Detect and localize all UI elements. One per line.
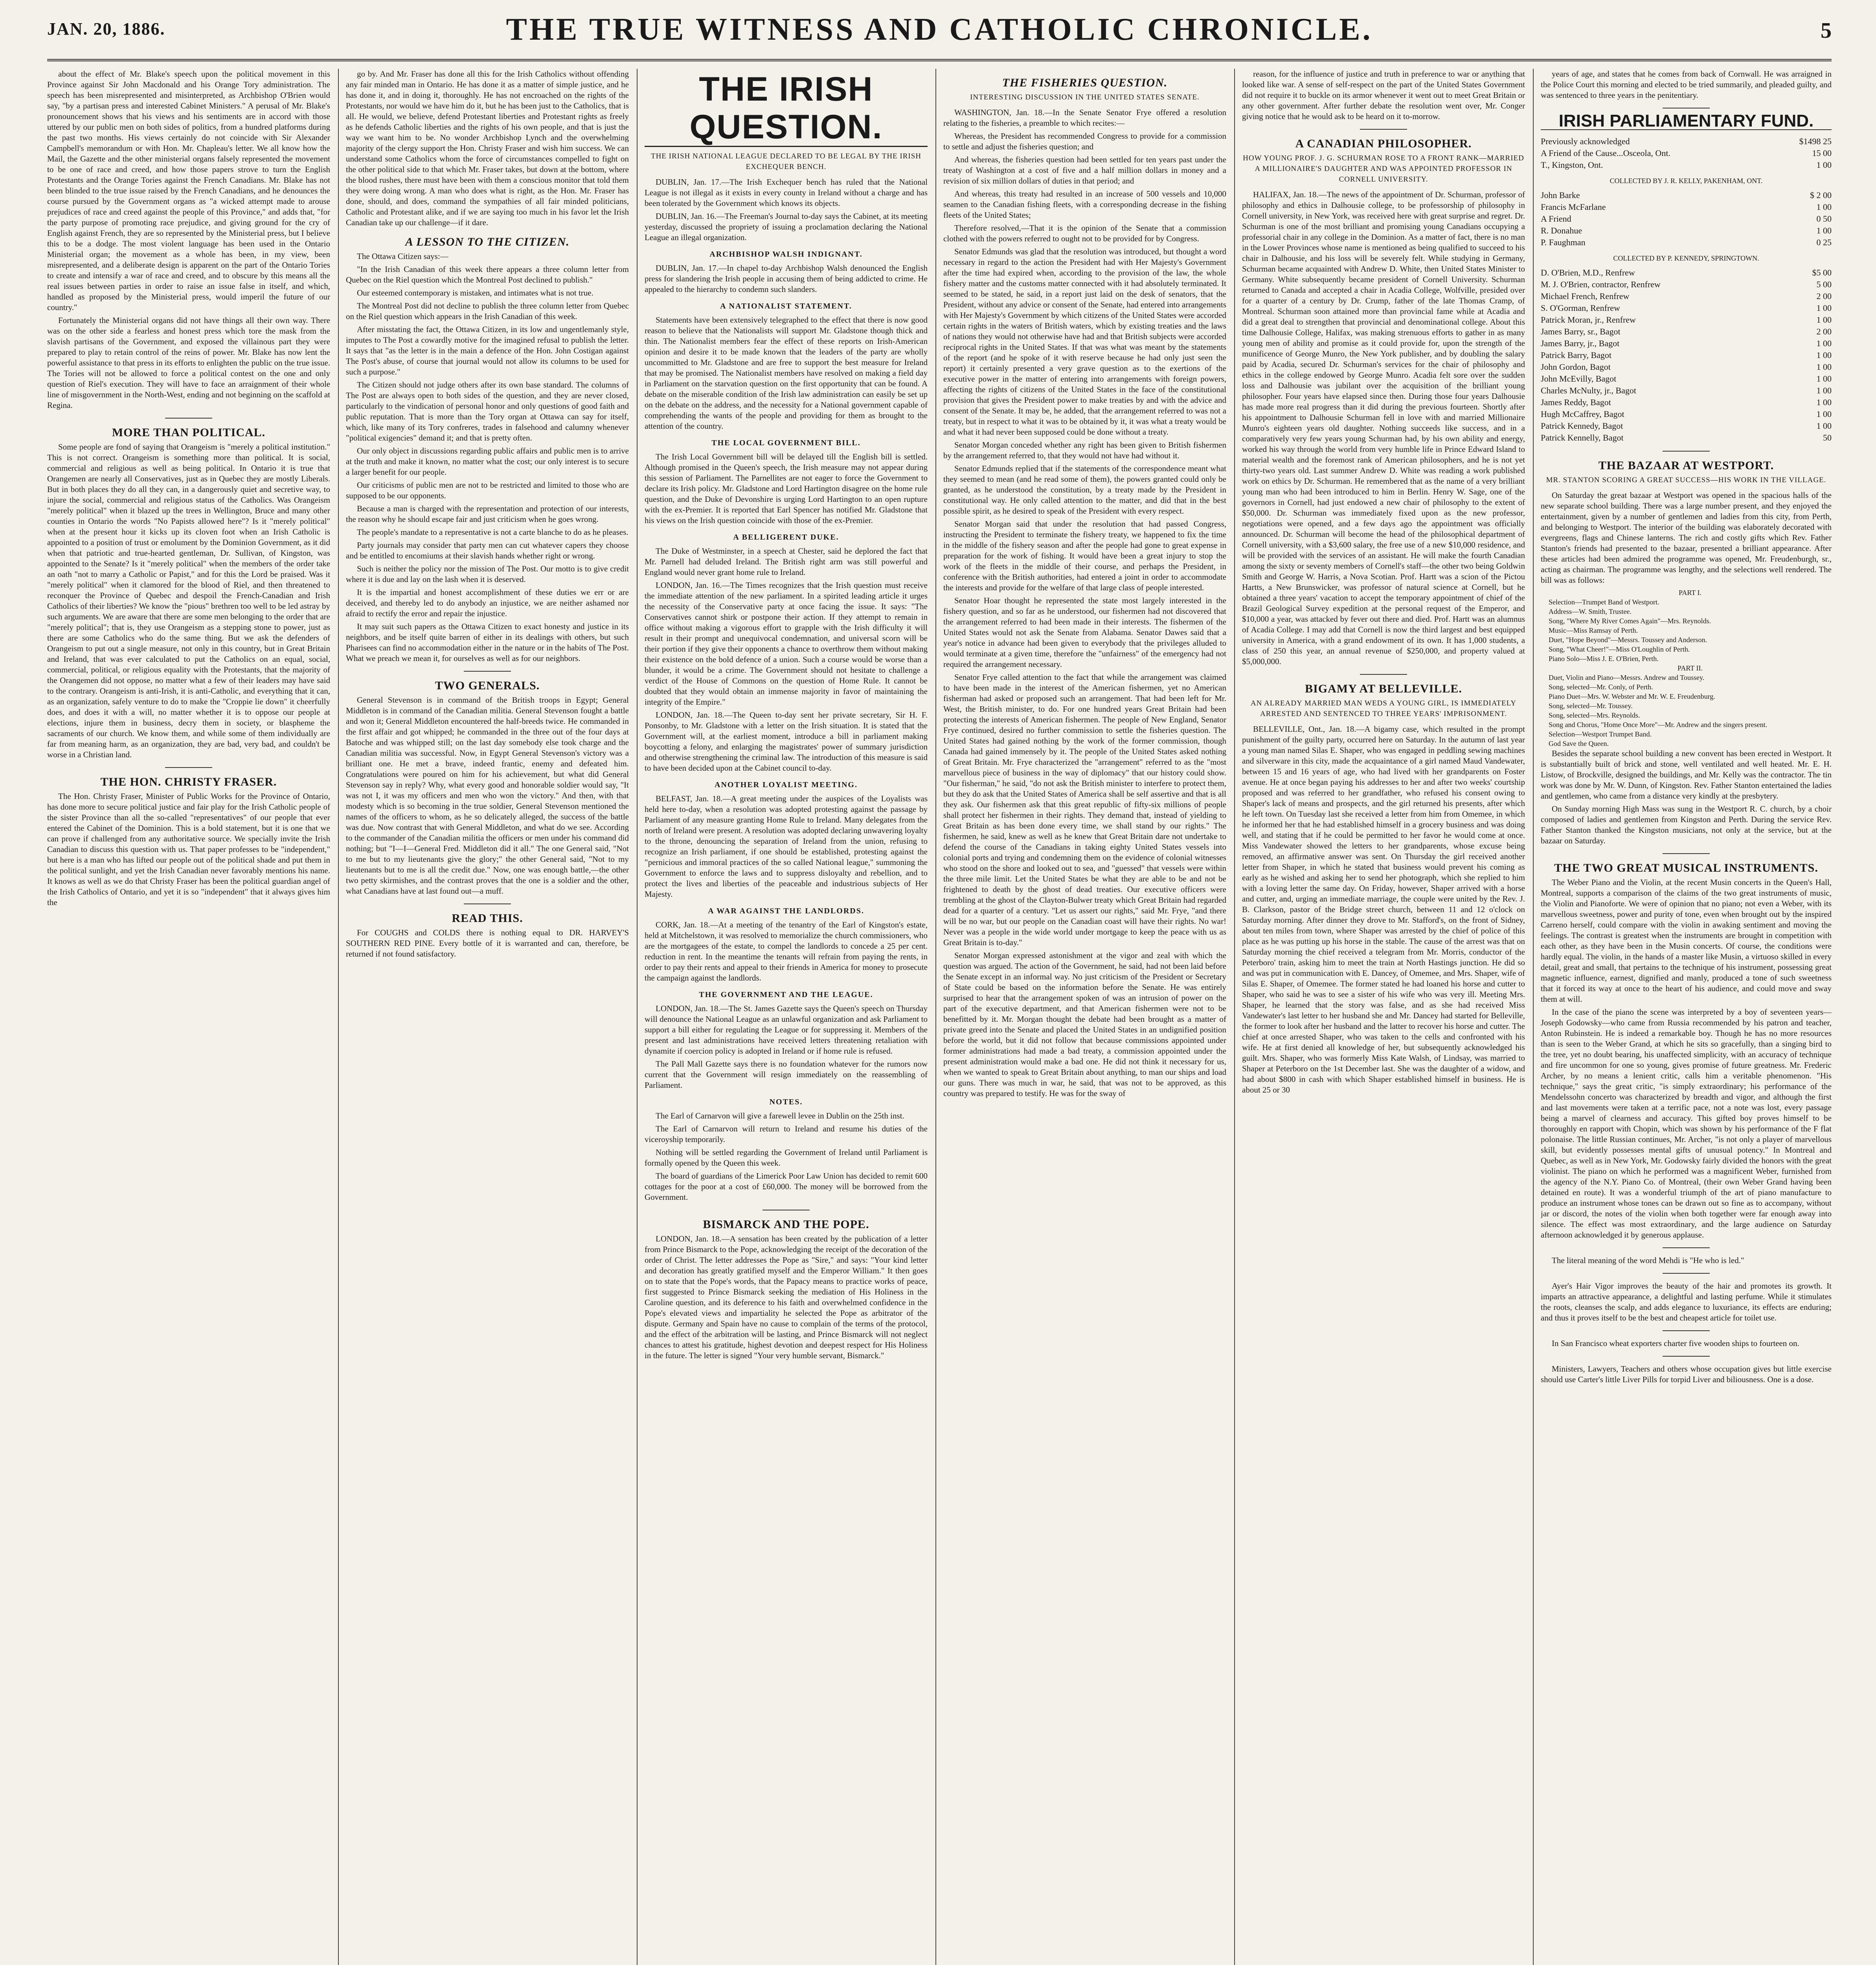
divider	[464, 671, 511, 672]
column-rule	[1234, 69, 1235, 1965]
section-heading: ANOTHER LOYALIST MEETING.	[715, 780, 858, 789]
divider	[165, 767, 212, 768]
paragraph: reason, for the influence of justice and truth in preference to war or anything that looked like war. A sense of self-respect on the part of the United States Government did not require it to buckle on its armor whenever it went out to meet Great Britain or any other government. After further debate the resolution went over, Mr. Conger giving notice that he would ask to be heard on it to-morrow.	[1242, 69, 1525, 121]
article-headline: THE HON. CHRISTY FRASER.	[100, 775, 277, 788]
fund-row: James Barry, jr., Bagot 1 00	[1541, 338, 1832, 348]
column-rule	[637, 69, 638, 1965]
program-item: Song, selected—Mr. Toussey.	[1549, 702, 1633, 710]
article-headline: MORE THAN POLITICAL.	[112, 426, 266, 439]
fund-subheading: COLLECTED BY J. R. KELLY, PAKENHAM, ONT.	[1610, 177, 1763, 185]
fund-row: S. O'Gorman, Renfrew 1 00	[1541, 303, 1832, 313]
fund-row: Previously acknowledged $1498 25	[1541, 136, 1832, 146]
paragraph: On Saturday the great bazaar at Westport was opened in the spacious halls of the new separate school building. There was a large number present, and they enjoyed the entertainment, given by a number of gentlemen and ladies from this city, from Perth, and belonging to Westport. The interior of the building was elaborately decorated with evergreens, flags and Chinese lanterns. The rich and costly gifts which Rev. Father Stanton's friends had presented to the bazaar, presented a brilliant appearance. After these articles had been admired the programme was opened, Mr. Freudenburgh, sr., acting as chairman. The programme was lengthy, and the selections well rendered. The bill was as follows:	[1541, 490, 1832, 585]
paragraph: LONDON, Jan. 16.—The Times recognizes that the Irish question must receive the immediate attention of the new parliament. In a spirited leading article it urges the necessity of the Conservative party at once facing the issue. It says: "The Conservatives cannot shirk or postpone their action. If they attempt to remain in office without making a vigorous effort to grapple with the Irish difficulty it will result in their prompt and unequivocal condemnation, and universal scorn will be their portion if they give their opponents a chance to overthrow them without making their existence on the bold defence of a union. Such a course would be worse than a blunder, it would be a crime. The Government should not hesitate to challenge a verdict of the House of Commons on the question of Home Rule. It cannot be doubted that they would obtain an immense majority in favor of maintaining the integrity of the Empire."	[645, 580, 928, 707]
paragraph: Senator Morgan said that under the resolution that had passed Congress, instructing the President to terminate the fishery treaty, we happened to fix the time in the middle of the fishery season and after the people had gone to great expense in preparation for the work of fishing. It would have been a great injury to stop the work of the fleets in the middle of their course, and perhaps the President, in conference with the British authorities, had entered a joint in order to accommodate the interests and provide for the welfare of that large class of people interested.	[943, 519, 1226, 592]
fund-row: A Friend 0 50	[1541, 214, 1832, 224]
paragraph: The Citizen should not judge others after its own base standard. The columns of The Post are always open to both sides of the question, and they are never closed, particularly to the vindication of personal honor and only questions of good faith and public reputation. That is more than the Tory organ at Ottawa can say for itself, which, like many of its Tory confreres, trades in falsehood and calumny whenever "political exigencies" demand it; and that is pretty often.	[346, 380, 629, 443]
paragraph: Some people are fond of saying that Orangeism is "merely a political institution." This is not correct. Orangeism is something more than political. It is social, commercial and religious as well as being political. In Ontario it is true that Orangemen are nearly all Conservatives, just as in Quebec they are mostly Liberals. But in both places they do all they can, in a dangerously quiet and secretive way, to injure the social, commercial and religious status of the Catholics. Was Orangeism "merely political" when it blazed up the trees in Wellington, Bruce and many other counties in Ontario the words "No Papists allowed here"? Is it "merely political" when at the present hour it kicks up its cloven foot when an Irish Catholic is appointed to a position of trust or emolument by the Dominion Government, as it did when that patriotic and true-hearted gentleman, Dr. Sullivan, of Kingston, was appointed to the Senate? Is it "merely political" when the members of the order take an oath "not to marry a Catholic or Papist," and for this the Lord be praised. Was it "merely political" when it clamored for the blood of Riel, and then threatened to reconquer the Province of Quebec and despoil the French-Canadian and Irish Catholics of their liberties? We know the "pious" brethren too well to be led astray by such arguments. We are aware that there are some men belonging to the order that are "merely political"; that is, they use Orangeism as a stepping stone to power, just as there are some Catholics who do the same thing. But we ask the defenders of Orangeism to put out a single measure, not only in this country, but in Great Britain and Ireland, that was ever calculated to put the Catholics on an equal, social, commercial, political, or religious equality with the Protestants, that the majority of the Orangemen did not oppose, no matter what a few of their leaders may have said to the contrary. Orangeism is anti-Irish, it is anti-Catholic, and everything that it can, as an organization, safely venture to do to make the "Croppie lie down" it cheerfully does, and does it with a will, no matter whether it is to oppose our people at elections, injure them in business, decry them in society, or blaspheme the sacraments of our church. We know them, and while some of them individually are far from meaning harm, as an organization, they are bad, very bad, and couldn't be worse in a Christian land.	[47, 442, 330, 759]
paragraph: Nothing will be settled regarding the Government of Ireland until Parliament is formally opened by the Queen this week.	[645, 1148, 928, 1168]
paragraph: DUBLIN, Jan. 16.—The Freeman's Journal to-day says the Cabinet, at its meeting yesterday, discussed the propriety of issuing a proclamation declaring the National League an illegal organization.	[645, 211, 928, 242]
column-2	[346, 69, 629, 1965]
paragraph: LONDON, Jan. 18.—The Queen to-day sent her private secretary, Sir H. F. Ponsonby, to Mr. Gladstone with a letter on the Irish situation. It is stated that the Government will, at the earliest moment, introduce a bill in parliament making boycotting a felony, and enlarging the magistrates' power of summary jurisdiction and otherwise strengthening the criminal law. The introduction of this measure is said to have been decided upon at the Cabinet council to-day.	[645, 710, 928, 773]
fund-list	[1541, 136, 1832, 444]
paragraph: Senator Morgan conceded whether any right has been given to British fishermen by the arrangement referred to, that they would not have had without it.	[943, 440, 1226, 460]
section-heading: ARCHBISHOP WALSH INDIGNANT.	[709, 250, 863, 259]
program-item: Song and Chorus, "Home Once More"—Mr. Andrew and the singers present.	[1549, 721, 1768, 729]
snippet: In San Francisco wheat exporters charter five wooden ships to fourteen on.	[1552, 1339, 1799, 1348]
program-item: Selection—Westport Trumpet Band.	[1549, 730, 1652, 738]
section-heading: A WAR AGAINST THE LANDLORDS.	[708, 907, 864, 915]
fund-row: Hugh McCaffrey, Bagot 1 00	[1541, 409, 1832, 419]
article-headline: TWO GENERALS.	[435, 679, 540, 692]
paragraph: Because a man is charged with the representation and protection of our interests, the reason why he should escape fair and just criticism when he goes wrong.	[346, 504, 629, 524]
paragraph: Our esteemed contemporary is mistaken, and intimates what is not true.	[357, 288, 593, 298]
paragraph: The board of guardians of the Limerick Poor Law Union has decided to remit 600 cottages for the poor at a cost of £60,000. The money will be borrowed from the Government.	[645, 1171, 928, 1202]
divider	[1663, 451, 1710, 452]
issue-date: JAN. 20, 1886.	[47, 19, 165, 39]
paragraph: After misstating the fact, the Ottawa Citizen, in its low and ungentlemanly style, imputes to The Post a cowardly motive for the imagined refusal to publish the letter. It says that "as the letter is in the main a defence of the Hon. John Costigan against The Post's abuse, of course that journal would not allow its columns to be used for such a purpose."	[346, 325, 629, 376]
paragraph: "In the Irish Canadian of this week there appears a three column letter from Quebec on the Riel question which the Montreal Post declined to publish."	[346, 264, 629, 285]
paragraph: The Weber Piano and the Violin, at the recent Musin concerts in the Queen's Hall, Montreal, supports a comparison of the claims of the two great instruments of music, the Violin and Pianoforte. We were of opinion that no piano; not even a Weber, with its marvellous sweetness, power and purity of tone, even when brought out by the inspired Carreno herself, could compare with the violin in awaking sentiment and moving the feelings. The contrast is greatest when the instruments are brought in competition with each other, as they have been in the Musin concerts. Of course, the conditions were hardly equal. The violin, in the hands of a master like Musin, a virtuoso skilled in every detail, great and small, that pertains to the technique of his instrument, possessing great magnetic influence, earnest, dignified and manly, produced a tone of such sweetness that it forced its way at once to the heart of his audience, and could move and sway them at will.	[1541, 878, 1832, 1004]
paragraph: about the effect of Mr. Blake's speech upon the political movement in this Province against Sir John Macdonald and his Orange Tory administration. The speech has been misrepresented and misinterpreted, as Archbishop O'Brien would say, "by a partisan press and interested Cabinet Ministers." A perusal of Mr. Blake's pronouncement shows that his views and his sentiments are in accord with those uttered by our public men on both sides of politics, from a hundred platforms during the past two months. His views certainly do not coincide with Sir Alexander Campbell's memorandum or with Hon. Mr. Chapleau's letter. We all know how the Mail, the Gazette and the other ministerial organs falsely represented the movement to be one of race and creed, and how those papers strove to turn the English Protestants and the Orange Tories against the French Canadians. Mr. Blake has not been blinded to the true issue raised by the French Canadians, and he denounces the course pursued by the Government organs as "a wicked attempt made to arouse prejudices of race and creed against the people of this Province," and adds that, "for the party purpose of promoting race prejudice, and giving ground for the cry of English against French, they are so represented by the Ministerial press, but I believe this to be a dodge. The most violent language has been used in the Ontario Ministerial organ; the movement as a whole has been, in my view, been misrepresented, and a deliberate design is apparent on the part of the Ontario Tories to create and intensify a war of race and creed, and to obscure by this means all the real issues between parties in order to raise an issue false in itself, and which, handled as proposed by the Ministerial press, would imperil the future of our country."	[47, 69, 330, 312]
fund-row: P. Faughman 0 25	[1541, 237, 1832, 247]
paragraph: General Stevenson is in command of the British troops in Egypt; General Middleton is in command of the Canadian militia. General Stevenson fought a battle and won it; General Middleton encountered the half-breeds twice. He commanded in the first affair and got whipped; he commanded in the three out of the four days at Batoche and was whipped still; on the last day somebody else took charge and the Canadian militia was successful. Now, in Egypt General Stevenson's victory was a brilliant one. He met a brave, indeed frantic, enemy and defeated him. Congratulations were poured on him for his achievement, but what did General Stevenson say in reply? Why, what every good and honorable soldier would say, "It was not I, it was my officers and men who won the victory." And then, with that modesty which is so becoming in the true soldier, General Stevenson mentioned the names of the officers to whom, as he so delicately alleged, the success of the battle was due. Now contrast that with General Middleton, and what do we see. According to the commander of the Canadian militia the officers or men under his command did nothing; but "I—I—General Fred. Middleton did it all." The one General said, "Not to me but to my lieutenants give the glory;" the other General said, "Not to my lieutenants but to me is all the credit due." Now, one was enough battle,—the other two petty skirmishes, and the contrast proves that the one is a soldier and the other, what Canadians have at last found out—a muff.	[346, 695, 629, 896]
program-item: Duet, "Hope Beyond"—Messrs. Toussey and Anderson.	[1549, 636, 1707, 644]
article-deck: AN ALREADY MARRIED MAN WEDS A YOUNG GIRL, IS IMMEDIATELY ARRESTED AND SENTENCED TO THREE YEARS' IMPRISONMENT.	[1250, 699, 1517, 718]
column-rule	[338, 69, 339, 1965]
paragraph: The people's mandate to a representative is not a carte blanche to do as he pleases.	[357, 527, 628, 537]
section-heading: THE GOVERNMENT AND THE LEAGUE.	[699, 990, 873, 999]
paragraph: The Earl of Carnarvon will give a farewell levee in Dublin on the 25th inst.	[656, 1111, 904, 1120]
fund-row: A Friend of the Cause...Osceola, Ont. 15 00	[1541, 148, 1832, 158]
paragraph: Our only object in discussions regarding public affairs and public men is to arrive at the truth and make it known, no matter what the cost; our only interest is to secure a larger benefit for our people.	[346, 446, 629, 477]
paragraph: Statements have been extensively telegraphed to the effect that there is now good reason to believe that the Nationalists will support Mr. Gladstone though thick and thin. The Nationalist members fear the effect of these reports on Irish-American opinion and desire it to be made known that the leaders of the party are wholly uncommitted to Mr. Gladstone and are free to support the best measure for Ireland that may be promised. The Nationalist members have resolved on making a field day in Parliament on the starvation question on the first opportunity that can be found. A debate on the miserable condition of the Irish law administration can easily be set up on the debate on the address, and the necessity for a National government capable of comprehending the wants of the people and providing for them as brought to the attention of the country.	[645, 315, 928, 431]
divider	[1663, 1247, 1710, 1248]
program-item: Address—W. Smith, Trustee.	[1549, 608, 1632, 615]
program-item: PART II.	[1678, 664, 1703, 672]
program-item: Song, selected—Mrs. Reynolds.	[1549, 711, 1640, 719]
fund-row: James Barry, sr., Bagot 2 00	[1541, 327, 1832, 336]
fund-row: John Barke $ 2 00	[1541, 190, 1832, 200]
paragraph: Party journals may consider that party men can cut whatever capers they choose and be entitled to encomiums at their slavish hands whether right or wrong.	[346, 540, 629, 560]
fund-row: Patrick Barry, Bagot 1 00	[1541, 350, 1832, 360]
column-rule	[935, 69, 936, 1965]
main-headline: THE IRISH QUESTION.	[645, 70, 928, 147]
paragraph: LONDON, Jan. 18.—The St. James Gazette says the Queen's speech on Thursday will denounce the National League as an unlawful organization and ask Parliament to support a bill either for regulating the League or for suppressing it. Members of the present and last administrations have received letters threatening retaliation with dynamite if coercion policy is adopted in Ireland or if home rule is refused.	[645, 1004, 928, 1056]
paragraph: The Ottawa Citizen says:—	[357, 252, 448, 261]
newspaper-title: THE TRUE WITNESS AND CATHOLIC CHRONICLE.	[506, 12, 1373, 47]
program-item: God Save the Queen.	[1549, 740, 1609, 747]
paragraph: go by. And Mr. Fraser has done all this for the Irish Catholics without offending any fair minded man in Ontario. He has done it as a matter of simple justice, and he has done it, and in doing it, thoroughly. He has not encroached on the rights of the Protestants, nor would we have him do it, but he has been just to the Catholics, that is all. He would, we believe, defend Protestant liberties and Protestant rights as freely as he defends Catholic liberties and the rights of his own people, and that is just the way we want him to be. No wonder Archbishop Lynch and the overwhelming majority of the clergy support the Hon. Christy Fraser and wish him success. We can understand some Catholics whom the force of circumstances compelled to fight on the other political side to that which Mr. Fraser takes, but down at the bottom, where the blood rushes, there must have been with them a conscious monitor that told them they were doing wrong. A man who does what is right, as the Hon. Mr. Fraser has done, should, and does, command the sympathies of all fair minded politicians, Catholic and Protestant alike, and if we are saying too much in his favor let the Irish Canadian take up our challenge—if it dare.	[346, 69, 629, 227]
fund-row: Michael French, Renfrew 2 00	[1541, 291, 1832, 301]
section-heading: A BELLIGERENT DUKE.	[733, 533, 839, 542]
program-item: Song, "Where My River Comes Again"—Mrs. Reynolds.	[1549, 617, 1711, 625]
concert-program	[1541, 588, 1832, 748]
article-headline: BIGAMY AT BELLEVILLE.	[1305, 682, 1462, 695]
article-headline: A LESSON TO THE CITIZEN.	[405, 235, 570, 248]
fund-row: M. J. O'Brien, contractor, Renfrew 5 00	[1541, 279, 1832, 289]
column-4	[943, 69, 1226, 1965]
paragraph: BELFAST, Jan. 18.—A great meeting under the auspices of the Loyalists was held here to-day, when a resolution was adopted protesting against the passage by Parliament of any measure granting Home Rule to Ireland. Many delegates from the north of Ireland were present. A resolution was adopted declaring unwavering loyalty to the throne, denouncing the separation of Ireland from the union, refusing to recognize an Irish parliament, if one should be established, protesting against the "pernicious and immoral practices of the so called National league," summoning the Government to enforce the laws and to suppress disloyalty and rebellion, and to protect the lives and liberties of the peaceable and industrious subjects of Her Majesty.	[645, 794, 928, 899]
section-heading: THE LOCAL GOVERNMENT BILL.	[711, 439, 861, 447]
program-item: Selection—Trumpet Band of Westport.	[1549, 598, 1659, 606]
advert-text: For COUGHS and COLDS there is nothing equal to DR. HARVEY'S SOUTHERN RED PINE. Every bottle of it is warranted and can, therefore, be returned if not found satisfactory.	[346, 928, 629, 959]
article-deck: HOW YOUNG PROF. J. G. SCHURMAN ROSE TO A FRONT RANK—MARRIED A MILLIONAIRE'S DAUGHTER AND WAS APPOINTED PROFESSOR IN CORNELL UNIVERSITY.	[1243, 154, 1524, 184]
article-headline: A CANADIAN PHILOSOPHER.	[1295, 137, 1472, 150]
fund-row: Patrick Kennelly, Bagot 50	[1541, 433, 1832, 443]
fund-headline: IRISH PARLIAMENTARY FUND.	[1541, 116, 1832, 130]
paragraph: Senator Edmunds was glad that the resolution was introduced, but thought a word necessary in regard to the action the President had with Her Majesty's Government after the time had expired when, according to the provision of the law, the whole fishery matter and the customs matter connected with it had absolutely terminated. It seemed to be stated, he said, in a report just laid on the desk of senators, that the President, without any advice or consent of the Senate, had entered into arrangements with Her Majesty's Government by which citizens of the United States were accorded certain rights in the waters of British waters, which by existing treaties and the laws of nations they would not otherwise have had and that British subjects were accorded reciprocal rights in the United States. If that was what was meant by the statements of the report (and he spoke of it with reserve because he had only just seen the report) it certainly presented a very grave question as to the exertions of the executive power in the matter of entering into arrangements with foreign powers, affecting the rights of citizens of the United States in the face of the constitutional provision that gives the President power to make treaties by and with the advice and consent of the Senate. It may be, he added, that the arrangement referred to was not a treaty, but in respect to what it was to be obtained by it, it was what a treaty would be and what it had never been supposed could be done without a treaty.	[943, 247, 1226, 437]
article-headline: THE TWO GREAT MUSICAL INSTRUMENTS.	[1554, 861, 1818, 874]
paragraph: The Montreal Post did not decline to publish the three column letter from Quebec on the Riel question which appears in the Irish Canadian of this week.	[346, 301, 629, 321]
program-item: Song, selected—Mr. Conly, of Perth.	[1549, 683, 1653, 691]
paragraph: WASHINGTON, Jan. 18.—In the Senate Senator Frye offered a resolution relating to the fisheries, a preamble to which recites:—	[943, 108, 1226, 128]
page-number: 5	[1821, 18, 1832, 43]
paragraph: years of age, and states that he comes from back of Cornwall. He was arraigned in the Police Court this morning and elected to be tried summarily, and pleaded guilty, and was sentenced to three years in the penitentiary.	[1541, 69, 1832, 100]
column-6	[1541, 69, 1832, 1965]
paragraph: BELLEVILLE, Ont., Jan. 18.—A bigamy case, which resulted in the prompt punishment of the guilty party, occurred here on Saturday. In the autumn of last year a young man named Silas E. Shaper, who was engaged in peddling sewing machines and silverware in this city, made the acquaintance of a girl named Maud Vandewater, between 15 and 16 years of age, who had lived with her grandparents on Foster avenue. He at once began paying his addresses to her and after two weeks' courtship proposed and was referred to her grandfather, who refused his consent owing to Shaper's lack of means and prospects, and the girl returned his presents, after which he left town. On Tuesday last she received a letter from him from Omemee, in which he informed her that he had established himself in a grocery business and was doing well, and stating that if he could be permitted to her favor he would come at once. Miss Vandewater showed the letters to her grandparents, whose excuse being removed, an affirmative answer was sent. On Thursday the girl received another letter from Shaper, in which he stated that business would prevent his coming as early as he wished and asking her to send her photograph, which she replied to him with a loving letter the same day. On Friday, however, Shaper arrived with a horse and cutter, and, urging an immediate marriage, the couple were united by the Rev. J. B. Clarkson, pastor of the Bridge street church, between 11 and 12 o'clock on Saturday morning. After dinner they drove to Mr. Stafford's, on the front of Sidney, about ten miles from town, where Shaper was arrested by the chief of police of this place as he was putting up his horse in the stable. The cause of the arrest was that on Saturday morning the chief received a telegram from Mr. Morris, conductor of the Peterboro' train, asking him to meet the train at North Hastings junction. He did so and was put in communication with E. Dancey, of Omemee, and Mrs. Shaper, wife of Silas E. Shaper, of Omemee. The former stated he had loaned his horse and cutter to Shaper, who said he was to see a sister of his wife who was very ill. Meeting Mrs. Shaper, he learned that the story was false, and as she had received Miss Vandewater's last letter to her husband she and Mr. Dancey had started for Belleville, the former to look after her husband and the latter to recover his horse and cutter. The chief at once arrested Shaper, who was taken to the cells and confronted with his wife. He at first denied all knowledge of her, but subsequently acknowledged his guilt. Mrs. Shaper, who was formerly Miss Kate Walsh, of Lindsay, was married to Shaper at Peterboro on the 1st December last. She was the daughter of a widow, and had about $800 in cash with which Shaper established himself in business. He is about 25 or 30	[1242, 724, 1525, 1095]
paragraph: HALIFAX, Jan. 18.—The news of the appointment of Dr. Schurman, professor of philosophy and ethics in Dalhousie college, to be professorship of philosophy in Cornell university, in New York, was received here with great surprise and regret. Dr. Schurman is one of the most brilliant and promising young Canadians occupying a professorial chair in any college in the Dominion. As a matter of fact, there is no man in the Lower Provinces whose name is mentioned as being qualified to succeed to his chair in Dalhousie, and his loss will be severely felt. While studying in Germany, Schurman became acquainted with Andrew D. White, then United States Minister to Germany. White subsequently became president of Cornell University. Schurman returned to Canada and accepted a chair in Acadia College, Wolfville, presided over for a quarter of a century by Dr. Crump, father of the late Thomas Cramp, of Montreal. Schurman soon attained more than provincial fame while at Acadia and did a great deal to strengthen that provincial and denominational college. About this time Dalhousie College, Halifax, was making strenuous efforts to gather in as many young men of ability and promise as it could provide for, upon the strength of the munificence of George Munro, the New York publisher, and by doubling the salary paid by Acadia, secured Dr. Schurman's services for the chair of philosophy and ethics in the college endowed by George Munro. Acadia felt sore over the sudden loss and Dalhousie was jubilant over the acquisition of the brilliant young philosopher. Four years have elapsed since then. During those four years Dalhousie has made more real progress than it did during the previous fourteen. Shortly after his appointment to Dalhousie Schurman fell in love with and married Millionaire Munro's eighteen years old daughter. Nothing succeeds like success, and in a comparatively very few years young Schurman had, by his own ability and energy, worked his way through the world from very humble life in Prince Edward Island to material wealth and the foremost rank of American philosophers, and he is not yet thirty-two years old. Last summer Andrew D. White was reading a work published work on ethics by Dr. Schurman. He remembered that as the name of a very brilliant young man who had been introduced to him in Berlin. Henry W. Sage, one of the governors in Cornell, had just endowed a new chair of philosophy to the extent of $50,000. Dr. Schurman was immediately fixed upon as the new professor, negotiations were opened, and a few days ago the appointment was officially announced. Dr. Schurman will become the head of the philosophical department of Cornell university, with a $3,600 salary, the free use of a new $10,000 residence, and will be provided with the services of an assistant. He will make the fourth Canadian among the sixty or seventy members of Cornell's staff—the other two being Goldwin Smith and George W. Harris, a Nova Scotian. Prof. Hartt was a scion of the Pictou Hartts, a New Brunswicker, was professor of natural science at Cornell, but he obtained a three years' vacation to accept the temporary appointment of chief of the Brazil Geological Survey expedition at the personal request of the Emperor, and $10,000 a year, was attacked by fever out there and died. Prof. Hartt was an alumnus of Acadia College. I may add that Cornell is now the third largest and best equipped university in America, with a grand endowment of its own. It has 1,000 students, a class of 250 this year, an annual revenue of $250,000, and property valued at $5,000,000.	[1242, 190, 1525, 666]
program-item: Music—Miss Ramsay of Perth.	[1549, 626, 1638, 634]
paragraph: And whereas, the fisheries question had been settled for ten years past under the treaty of Washington at a cost of five and a half million dollars in money and a revision of six million dollars of duties in that period; and	[943, 155, 1226, 185]
advert-headline: READ THIS.	[452, 912, 523, 925]
column-5	[1242, 69, 1525, 1965]
paragraph: Senator Hoar thought he represented the state most largely interested in the fishery question, and so far as he understood, our fishermen had not discovered that the arrangement referred to had been made in their interests. The fishermen of the United States would not ask the Senate from Alabama. Senator Dawes said that a year's notice in advance had been given to everybody that the privileges alluded to would terminate at a given time, therefore the "unfairness" of the emergency had not required the arrangement necessary.	[943, 596, 1226, 669]
snippet: Ministers, Lawyers, Teachers and others whose occupation gives but little exercise should use Carter's little Liver Pills for torpid Liver and biliousness. One is a dose.	[1541, 1364, 1832, 1384]
fund-row: Patrick Kennedy, Bagot 1 00	[1541, 421, 1832, 431]
article-deck: INTERESTING DISCUSSION IN THE UNITED STATES SENATE.	[970, 93, 1200, 101]
paragraph: Senator Edmunds replied that if the statements of the correspondence meant what they seemed to mean (and he read some of them), the powers granted could only be granted, as he understood the constitution, by a treaty made by the President in constitutional way. He only called attention to the matter, and did that in the best possible spirit, as he desired to speak of the President with every respect.	[943, 464, 1226, 516]
article-deck: MR. STANTON SCORING A GREAT SUCCESS—HIS WORK IN THE VILLAGE.	[1546, 476, 1826, 484]
divider	[165, 418, 212, 419]
paragraph: Whereas, the President has recommended Congress to provide for a commission to settle and adjust the fisheries question; and	[943, 131, 1226, 151]
paragraph: Such is neither the policy nor the mission of The Post. Our motto is to give credit where it is due and lay on the lash when it is deserved.	[346, 564, 629, 584]
paragraph: Fortunately the Ministerial organs did not have things all their own way. There was on the other side a fearless and honest press which tore the mask from the slavish partisans of the Government, and exposed the villainous part they were prepared to play to retain control of the reins of power. Mr. Blake has now lent the powerful assistance to that press in its efforts to enlighten the public on the true issue. The Tories will not be allowed to force a political contest on the one and only question of Riel's execution. They will have to face an arraignment of their whole line of misgovernment in the North-West, ending and not beginning on the scaffold at Regina.	[47, 316, 330, 410]
paragraph: On Sunday morning High Mass was sung in the Westport R. C. church, by a choir composed of ladies and gentlemen from Kingston and Perth. During the service Rev. Father Stanton thanked the Kingston musicians, not only at the service, but at the bazaar on Saturday.	[1541, 804, 1832, 845]
paragraph: The Irish Local Government bill will be delayed till the English bill is settled. Although promised in the Queen's speech, the Irish measure may not appear during this session of Parliament. The Parnellites are not eager to force the Government to declare its Irish policy. Mr. Gladstone and Lord Hartington disagree on the home rule question, and the Duke of Devonshire is urging Lord Hartington to an open rupture with the ex-Premier. It is reported that Earl Spencer has notified Mr. Gladstone that his views on the Irish question coincide with those of the ex-Premier.	[645, 452, 928, 525]
article-headline: BISMARCK AND THE POPE.	[703, 1218, 869, 1231]
paragraph: And whereas, this treaty had resulted in an increase of 500 vessels and 10,000 seamen to the Canadian fishing fleets, with a corresponding decrease in the fishing fleets of the United States;	[943, 189, 1226, 220]
fund-row: Francis McFarlane 1 00	[1541, 202, 1832, 212]
paragraph: Senator Morgan expressed astonishment at the vigor and zeal with which the question was argued. The action of the Government, he said, had not been laid before the Senate except in an informal way. No just criticism of the President or Secretary of State could be based on the information before the Senate. He was entirely surprised to hear that the arrangement spoken of was an intrusion of power on the part of the executive department, and that American fishermen were not to be benefitted by it. Mr. Morgan thought the debate had been brought as a matter of private greed into the Senate and placed the United States in an undignified position before the world, but it did not follow that because commissions appointed under former administrations had made a bad treaty, a commission appointed under the present administration would make a bad one. He did not think it necessary for us, when we wanted to speak to Great Britain about anything, to man our ships and load our guns. There was much in war, he said, that was not to be approved, as this country was prepared to testify. He was for the sway of	[943, 951, 1226, 1098]
column-3	[645, 69, 928, 1965]
paragraph: Therefore resolved,—That it is the opinion of the Senate that a commission clothed with the powers referred to ought not to be provided for by Congress.	[943, 223, 1226, 243]
fund-row: James Reddy, Bagot 1 00	[1541, 397, 1832, 407]
paragraph: CORK, Jan. 18.—At a meeting of the tenantry of the Earl of Kingston's estate, held at Mitchelstown, it was resolved to memorialize the church commissioners, who are the mortgagees of the estate, to compel the landlords to concede a 25 per cent. reduction in rent. In the meantime the tenants will refrain from paying the rents, in order to pay their rents and appeal to their friends in America for money to prosecute the campaign against the landlords.	[645, 920, 928, 982]
fund-row: Patrick Moran, jr., Renfrew 1 00	[1541, 315, 1832, 325]
divider	[1663, 1273, 1710, 1274]
blake-article	[47, 69, 330, 411]
paragraph: The Hon. Christy Fraser, Minister of Public Works for the Province of Ontario, has done more to secure political justice and fair play for the Irish Catholic people of the sister Province than all the so-called "representatives" of our people that ever entered the Cabinet of the Dominion. This is a bold statement, but it is one that we can prove if challenged from any authoritative source. We specially invite the Irish Canadian to discuss this question with us. That paper professes to be "independent," but here is a man who has lifted our people out of the political shade and put them in the political sunlight, and yet the Irish Canadian never favorably mentions his name. It knows as well as we do that Christy Fraser has been the political guardian angel of the Irish Catholics of Ontario, and yet it is so "independent" that it always gives him the	[47, 792, 330, 907]
divider	[1663, 853, 1710, 854]
divider	[1360, 674, 1407, 675]
paragraph: The Pall Mall Gazette says there is no foundation whatever for the rumors now current that the Government will resign immediately on the reassembling of Parliament.	[645, 1059, 928, 1090]
fund-subheading: COLLECTED BY P. KENNEDY, SPRINGTOWN.	[1613, 254, 1759, 262]
program-item: Song, "What Cheer!"—Miss O'Loughlin of Perth.	[1549, 645, 1690, 653]
paragraph: DUBLIN, Jan. 17.—In chapel to-day Archbishop Walsh denounced the English press for slandering the Irish people in accusing them of being addicted to crime. He appealed to the hierarchy to condemn such slanders.	[645, 263, 928, 294]
paragraph: The Earl of Carnarvon will return to Ireland and resume his duties of the viceroyship temporarily.	[645, 1124, 928, 1144]
column-1	[47, 69, 330, 1965]
fund-row: John Gordon, Bagot 1 00	[1541, 362, 1832, 372]
paragraph: Besides the separate school building a new convent has been erected in Westport. It is substantially built of brick and stone, well ventilated and well heated. Mr. E. H. Listow, of Brockville, designed the buildings, and Mr. Kelly was the contractor. The tin work was done by Mr. W. Dunn, of Kingston. Rev. Father Stanton entertained the ladies and gentlemen, who came from a distance very kindly at the presbytery.	[1541, 749, 1832, 801]
fund-row: John McEvilly, Bagot 1 00	[1541, 374, 1832, 384]
article-headline: THE BAZAAR AT WESTPORT.	[1598, 459, 1774, 472]
program-item: PART I.	[1679, 589, 1701, 597]
fund-row: T., Kingston, Ont. 1 00	[1541, 160, 1832, 170]
fund-row: D. O'Brien, M.D., Renfrew $5 00	[1541, 268, 1832, 277]
program-item: Piano Solo—Miss J. E. O'Brien, Perth.	[1549, 655, 1659, 663]
divider	[1663, 1356, 1710, 1357]
paragraph: LONDON, Jan. 18.—A sensation has been created by the publication of a letter from Prince Bismarck to the Pope, acknowledging the receipt of the decoration of the order of Christ. The letter addresses the Pope as "Sire," and says: "Your kind letter and decoration has greatly gratified myself and the Emperor William." It then goes on to state that the Pope's words, that the Papacy means to practice works of peace, first suggested to Prince Bismarck seeking the mediation of His Holiness in the Caroline question, and its deference to his faith and overwhelmed confidence in the Pope's elevated views and impartiality he selected the Pope as arbitrator of the dispute. Germany and Spain have no cause to complain of the terms of the protocol, and the effect of the arbitration will be lasting, and Prince Bismarck will not neglect chances to attest his gratitude, highest devotion and deepest respect for His Holiness in the future. The letter is signed "Your very humble servant, Bismarck."	[645, 1234, 928, 1360]
divider	[1663, 1330, 1710, 1331]
column-rule	[1533, 69, 1534, 1965]
paragraph: Our criticisms of public men are not to be restricted and limited to those who are supposed to be our opponents.	[346, 480, 629, 500]
paragraph: DUBLIN, Jan. 17.—The Irish Exchequer bench has ruled that the National League is not illegal as it exists in every county in Ireland without a charge and has been tolerated by the Government which knows its objects.	[645, 177, 928, 208]
paragraph: The Duke of Westminster, in a speech at Chester, said he deplored the fact that Mr. Parnell had deluded Ireland. The British right arm was still powerful and England would never grant home rule to Ireland.	[645, 546, 928, 577]
program-item: Piano Duet—Mrs. W. Webster and Mr. W. E. Freudenburg.	[1549, 692, 1715, 700]
masthead	[47, 12, 1832, 61]
fund-row: R. Donahue 1 00	[1541, 226, 1832, 235]
paragraph: It is the impartial and honest accomplishment of these duties we err or are deceived, and thereby led to do anybody an injustice, we are neither ashamed nor afraid to rectify the error and repair the injustice.	[346, 588, 629, 618]
snippet: Ayer's Hair Vigor improves the beauty of the hair and promotes its growth. It imparts an attractive appearance, a delightful and lasting perfume. While it stimulates the roots, cleanses the scalp, and adds elegance to luxuriance, its effects are enduring; and thus it proves itself to be the best and cheapest article for toilet use.	[1541, 1281, 1832, 1322]
snippet: The literal meaning of the word Mehdi is "He who is led."	[1552, 1256, 1744, 1265]
paragraph: Senator Frye called attention to the fact that while the arrangement was claimed to have been made in the interest of the American fishermen, yet no American fisherman had asked or proposed such an arrangement. That had been left for Mr. West, the British minister, to do. For one hundred years Great Britain had been protecting the interests of American fishermen. The people of New England, Senator Frye continued, desired no further commission to settle the fisheries question. The United States had gained nothing by the work of the former commission, though Canada had gained immensely by it. The people of the United States asked nothing of Great Britain. Mr. Frye characterized the "arrangement" referred to as the "most marvellous piece of business in the way of diplomacy" that our history could show. "Our fisherman," he said, "do not ask the British minister to interfere to protect them, but they do ask that the United States of America shall be self assertive and that is all they ask. Our fishermen ask that this great republic of fifty-six millions of people shall protect her fishermen in their rights. They demand that, instead of yielding to Great Britain as has been done every time, we shall stand by our rights." The fishermen, he said, knew as well as he knew that Great Britain dare not undertake to defend the course of the Canadians in taking eighty United States vessels into colonial ports and trying and condemning them on the evidence of colonial witnesses who stood on the shore and looked out to sea, and "guessed" that vessels were within the three mile limit. Let the United States be what they are able to be and not be frightened to death by the ghost of dead treaties. Our executive officers were trembling at the ghost of the Clayton-Bulwer treaty which Great Britain had regarded dead for a quarter of a century. "Let us assert our rights," said Mr. Frye, "and there will be no war, but our people on the Canadian coast will have their rights. No war! Never was a people in the wide world under mortgage to keep the peace with us as Great Britain is to-day."	[943, 672, 1226, 947]
article-deck: THE IRISH NATIONAL LEAGUE DECLARED TO BE LEGAL BY THE IRISH EXCHEQUER BENCH.	[650, 152, 922, 171]
fund-row: Charles McNulty, jr., Bagot 1 00	[1541, 386, 1832, 395]
program-item: Duet, Violin and Piano—Messrs. Andrew and Toussey.	[1549, 674, 1705, 681]
section-heading: A NATIONALIST STATEMENT.	[720, 302, 852, 310]
section-heading: NOTES.	[769, 1098, 803, 1106]
divider	[1360, 129, 1407, 130]
article-headline: THE FISHERIES QUESTION.	[1002, 76, 1168, 89]
paragraph: In the case of the piano the scene was interpreted by a boy of seventeen years—Joseph Godowsky—who came from Russia recommended by his patron and teacher, Anton Rubinstein. He is indeed a remarkable boy. Though he has no more resources than is seen to the Weber Grand, at which he sits so gracefully, than a singing bird to the tree, yet no doubt bearing, his unaffected simplicity, with an accuracy of technique and fire uncommon for one so young, gives promise of future greatness. Mr. Frederic Archer, by no means a lenient critic, calls him a veritable phenomenon. "His technique," says the great critic, "is simply extraordinary; his performance of the Mendelssohn concerto was characterized by breadth and vigor, and although the first and last movements were taken at a terrific pace, not a note was lost, every passage being a marvel of clearness and accuracy. This gifted boy proves himself to be thoroughly en rapport with Chopin, which was shown by his performance of the F flat polonaise. The little Russian continues, Mr. Archer, "is not only a player of marvellous skill, but evidently possesses mental gifts of unusual potency." In Montreal and Quebec, as well as in New York, Mr. Godowsky fairly divided the honors with the great violinist. The piano on which he performed was a magnificent Weber, furnished from the agency of the N.Y. Piano Co. of Montreal, (their own Weber Grand having been detained en route). It was a wonderful triumph of the art of piano manufacture to produce an instrument whose tones can be drawn out so fine as to accompany, without jar or discord, the notes of the violin when both together were far enough away into silence. The effect was most extraordinary, and the large audience on Saturday afternoon acknowledged it by generous applause.	[1541, 1007, 1832, 1240]
paragraph: It may suit such papers as the Ottawa Citizen to exact honesty and justice in its neighbors, and be itself quite barren of either in its dealings with others, but such Pharisees can find no accommodation either in the nature or in the habits of The Post. What we preach we mean it, for ourselves as well as for our neighbors.	[346, 622, 629, 663]
